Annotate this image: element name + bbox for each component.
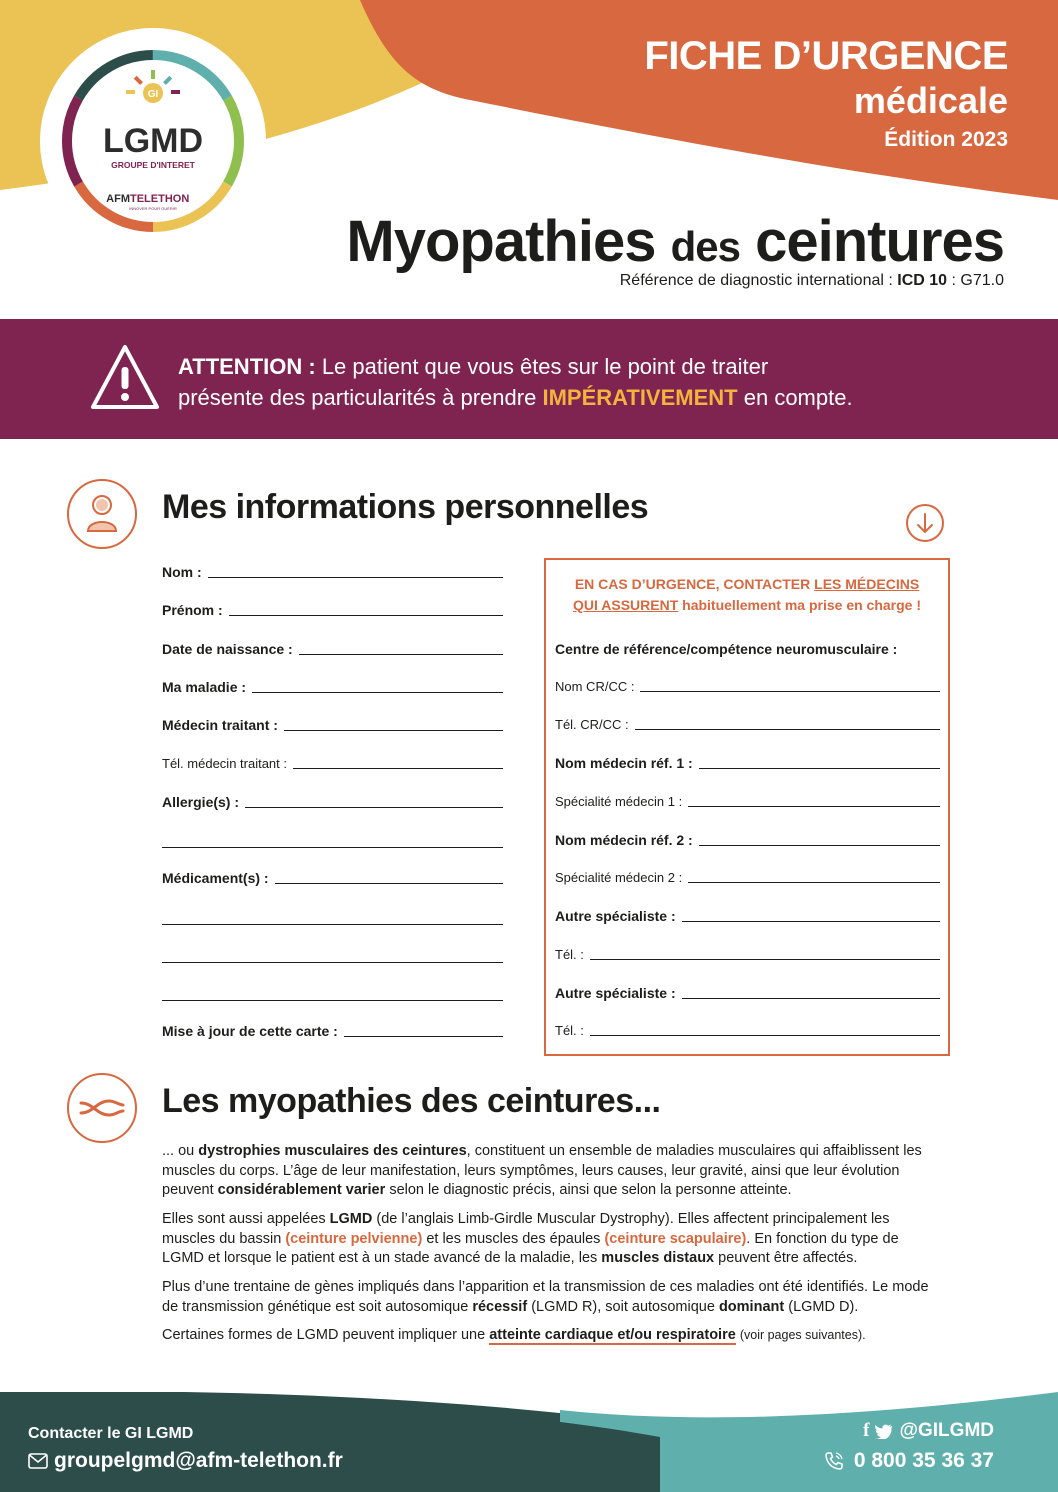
disease-field[interactable]: Ma maladie : bbox=[162, 679, 503, 695]
twitter-icon[interactable] bbox=[875, 1424, 893, 1439]
attention-text: ATTENTION : Le patient que vous êtes sur le point de traiter présente des particularités à prendre IMPÉRATIVEMENT en compte. bbox=[178, 354, 853, 410]
warning-icon bbox=[90, 343, 160, 413]
reference-center-name-field[interactable]: Nom CR/CC : bbox=[555, 679, 940, 694]
medications-extra-line[interactable] bbox=[162, 962, 503, 963]
allergies-field[interactable]: Allergie(s) : bbox=[162, 794, 503, 810]
attention-banner bbox=[0, 319, 1058, 439]
medications-extra-line[interactable] bbox=[162, 924, 503, 925]
footer-email-text[interactable]: groupelgmd@afm-telethon.fr bbox=[54, 1449, 343, 1472]
update-date-field[interactable]: Mise à jour de cette carte : bbox=[162, 1023, 503, 1039]
reference-center-label: Centre de référence/compétence neuromusculaire : bbox=[555, 641, 898, 657]
other-specialist-1-phone-field[interactable]: Tél. : bbox=[555, 947, 940, 962]
muscle-fiber-icon bbox=[67, 1073, 137, 1143]
phone-icon bbox=[824, 1451, 844, 1471]
prenom-field[interactable]: Prénom : bbox=[162, 602, 503, 618]
about-paragraph-2: Elles sont aussi appelées LGMD (de l’anglais Limb-Girdle Muscular Dystrophy). Elles affectent principalement les muscles du bassin (ceinture pelvienne) et les muscles des épaules (ceinture scapulaire). En fonction du type de LGMD et lorsque le patient est à un stade avancé de la maladie, les muscles distaux peuvent être affectés. bbox=[162, 1211, 899, 1266]
birthdate-field[interactable]: Date de naissance : bbox=[162, 641, 503, 657]
doctor-phone-field[interactable]: Tél. médecin traitant : bbox=[162, 756, 503, 771]
envelope-icon bbox=[28, 1453, 48, 1469]
other-specialist-2-field[interactable]: Autre spécialiste : bbox=[555, 985, 940, 1001]
allergies-extra-line[interactable] bbox=[162, 847, 503, 848]
header-title: FICHE D’URGENCE bbox=[644, 34, 1008, 78]
emergency-heading: EN CAS D’URGENCE, CONTACTER LES MÉDECINS QUI ASSURENT habituellement ma prise en charge ! bbox=[572, 576, 922, 613]
reference-center-phone-field[interactable]: Tél. CR/CC : bbox=[555, 717, 940, 732]
page-title: Myopathies des ceintures bbox=[346, 209, 1004, 274]
footer-social[interactable] bbox=[863, 1420, 994, 1442]
medications-field[interactable]: Médicament(s) : bbox=[162, 870, 503, 886]
doctor-ref1-specialty-field[interactable]: Spécialité médecin 1 : bbox=[555, 794, 940, 809]
logo-partner-a: AFM bbox=[106, 193, 130, 205]
doctor-ref2-specialty-field[interactable]: Spécialité médecin 2 : bbox=[555, 870, 940, 885]
other-specialist-1-field[interactable]: Autre spécialiste : bbox=[555, 908, 940, 924]
footer-contact-label: Contacter le GI LGMD bbox=[28, 1425, 194, 1442]
logo-group: GROUPE D'INTERET bbox=[111, 160, 195, 170]
logo-badge: GI bbox=[147, 89, 159, 100]
footer-email[interactable] bbox=[28, 1449, 343, 1473]
footer-phone[interactable] bbox=[824, 1449, 994, 1473]
about-title: Les myopathies des ceintures... bbox=[162, 1082, 661, 1120]
lgmd-logo bbox=[40, 28, 266, 254]
about-paragraph-1: ... ou dystrophies musculaires des ceintures, constituent un ensemble de maladies musculaires qui affaiblissent les muscles du corps. L’âge de leur manifestation, leurs symptômes, leurs causes, leur gravité, ainsi que leur évolution peuvent considérablement varier selon le diagnostic précis, ainsi que selon la personne atteinte. bbox=[162, 1143, 922, 1198]
facebook-icon[interactable]: f bbox=[863, 1420, 870, 1441]
about-paragraph-4: Certaines formes de LGMD peuvent impliquer une atteinte cardiaque et/ou respiratoire (voir pages suivantes). bbox=[162, 1327, 866, 1343]
other-specialist-2-phone-field[interactable]: Tél. : bbox=[555, 1023, 940, 1038]
logo-partner-tagline: INNOVER POUR GUÉRIR bbox=[129, 206, 177, 211]
person-icon bbox=[67, 479, 137, 549]
logo-name: LGMD bbox=[102, 122, 204, 160]
logo-ring-icon bbox=[40, 28, 266, 254]
nom-field[interactable]: Nom : bbox=[162, 564, 503, 580]
personal-info-title: Mes informations personnelles bbox=[162, 488, 649, 526]
doctor-ref1-name-field[interactable]: Nom médecin réf. 1 : bbox=[555, 755, 940, 771]
doctor-ref2-name-field[interactable]: Nom médecin réf. 2 : bbox=[555, 832, 940, 848]
footer-phone-number[interactable]: 0 800 35 36 37 bbox=[853, 1449, 994, 1472]
icd-reference: Référence de diagnostic international : ICD 10 : G71.0 bbox=[619, 272, 1004, 289]
about-paragraph-3: Plus d’une trentaine de gènes impliqués dans l’apparition et la transmission de ces maladies ont été identifiés. Le mode de transmission génétique est soit autosomique récessif (LGMD R), soit autosomique dominant (LGMD D). bbox=[162, 1279, 929, 1315]
doctor-field[interactable]: Médecin traitant : bbox=[162, 717, 503, 733]
arrow-down-circle-icon bbox=[905, 503, 945, 543]
header-subtitle: médicale bbox=[853, 80, 1008, 121]
footer-social-handle[interactable]: @GILGMD bbox=[899, 1420, 994, 1441]
logo-partner-b: TELETHON bbox=[130, 193, 190, 205]
header-edition: Édition 2023 bbox=[884, 128, 1008, 151]
medications-extra-line[interactable] bbox=[162, 1000, 503, 1001]
